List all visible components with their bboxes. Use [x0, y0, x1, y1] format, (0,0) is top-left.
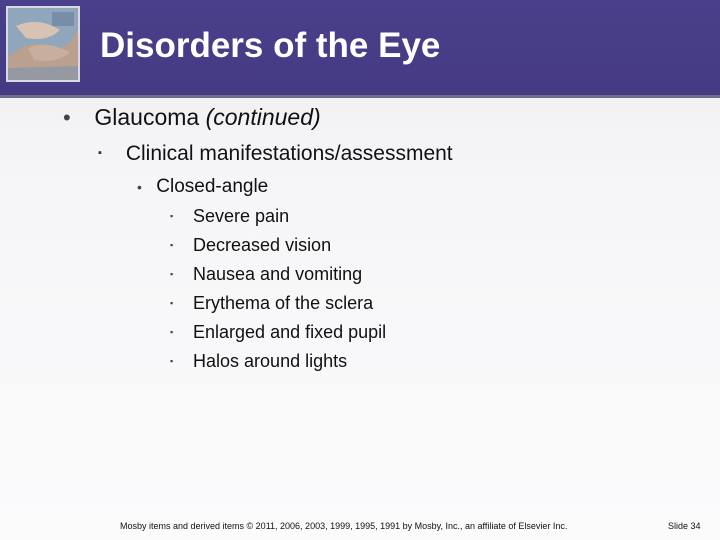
bullet-level1: [63, 104, 321, 131]
bullet-level3: [137, 176, 268, 198]
header-photo: [6, 6, 80, 82]
bullet-level2: [98, 142, 453, 166]
bullet-icon: •: [137, 179, 142, 195]
square-bullet-icon: ▪: [98, 147, 102, 159]
square-bullet-icon: ▪: [170, 240, 174, 250]
bullet-text: Clinical manifestations/assessment: [125, 142, 453, 165]
bullet-text-italic: (continued): [205, 104, 321, 130]
title-bar: [0, 0, 720, 98]
list-item-text: Decreased vision: [193, 235, 332, 255]
square-bullet-icon: ▪: [170, 356, 174, 366]
list-item: [170, 235, 331, 256]
list-item: [170, 293, 373, 314]
bullet-text: Closed-angle: [156, 176, 269, 197]
square-bullet-icon: ▪: [170, 327, 174, 337]
hands-image: [8, 8, 78, 80]
square-bullet-icon: ▪: [170, 269, 174, 279]
slide-number: Slide 34: [668, 521, 701, 531]
list-item-text: Nausea and vomiting: [193, 264, 363, 284]
list-item-text: Halos around lights: [193, 351, 348, 371]
slide-title: Disorders of the Eye: [100, 26, 441, 65]
list-item: [170, 351, 347, 372]
list-item: [170, 264, 362, 285]
square-bullet-icon: ▪: [170, 211, 174, 221]
list-item-text: Erythema of the sclera: [193, 293, 374, 313]
list-item: [170, 206, 289, 227]
slide-content: [0, 95, 720, 515]
list-item-text: Enlarged and fixed pupil: [193, 322, 387, 342]
bullet-text: Glaucoma: [94, 104, 200, 130]
bullet-icon: •: [63, 105, 71, 130]
square-bullet-icon: ▪: [170, 298, 174, 308]
list-item-text: Severe pain: [193, 206, 290, 226]
copyright-footer: Mosby items and derived items © 2011, 2006, 2003, 1999, 1995, 1991 by Mosby, Inc., an affiliate of Elsevier Inc.: [120, 521, 568, 531]
list-item: [170, 322, 386, 343]
